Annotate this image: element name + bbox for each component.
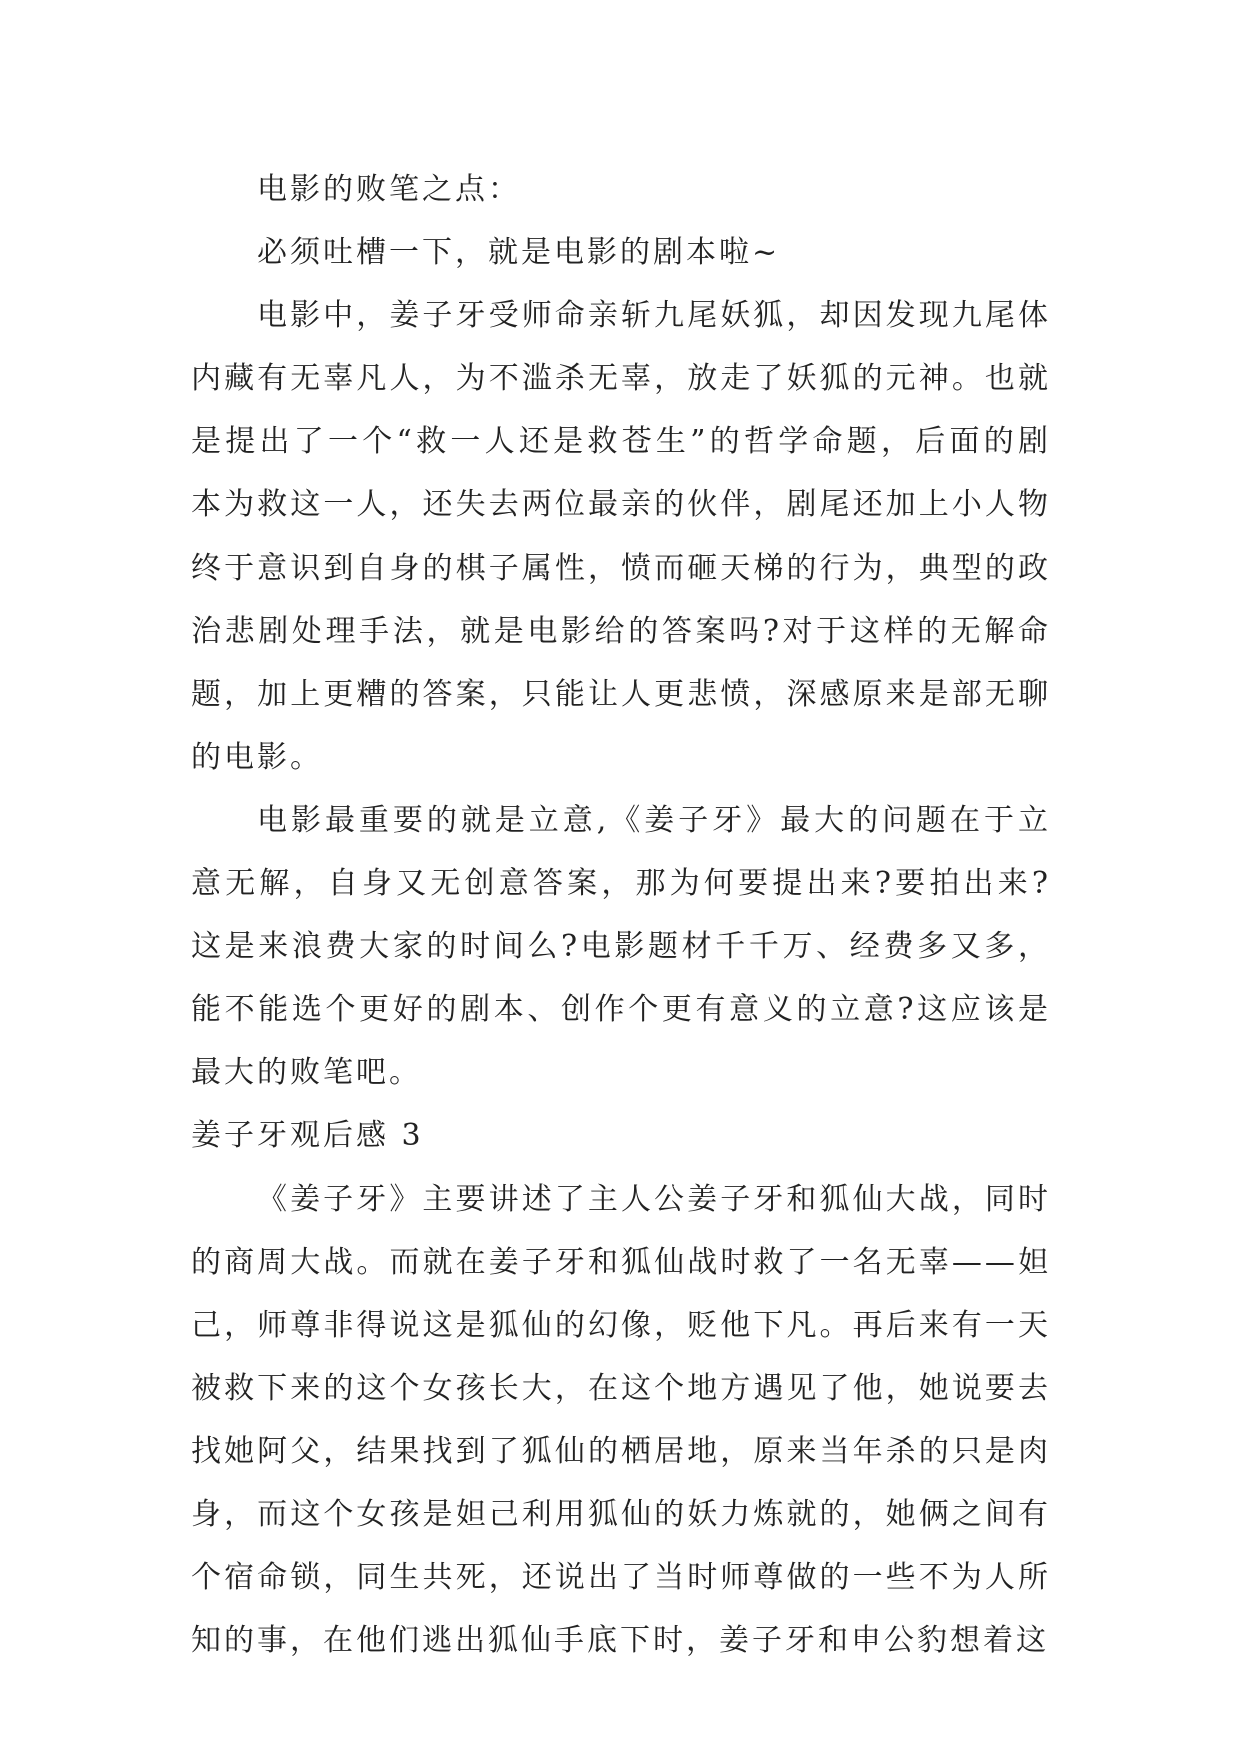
paragraph-plot-summary: 《姜子牙》主要讲述了主人公姜子牙和狐仙大战，同时的商周大战。而就在姜子牙和狐仙战时救了一名无辜——妲己，师尊非得说这是狐仙的幻像，贬他下凡。再后来有一天被救下来的这个女孩长大，在这个地方遇见了他，她说要去找她阿父，结果找到了狐仙的栖居地，原来当年杀的只是肉身，而这个女孩是妲己利用狐仙的妖力炼就的，她俩之间有个宿命锁，同生共死，还说出了当时师尊做的一些不为人所知的事，在他们逃出狐仙手底下时，姜子牙和申公豹想着这 [191, 1181, 1051, 1659]
paragraph-theme-critique: 电影最重要的就是立意,《姜子牙》最大的问题在于立意无解，自身又无创意答案，那为何要提出来?要拍出来?这是来浪费大家的时间么?电影题材千千万、经费多又多，能不能选个更好的剧本、创作个更有意义的立意?这应该是最大的败笔吧。 [191, 802, 1051, 1091]
paragraph-script-complaint: 必须吐槽一下，就是电影的剧本啦~ [257, 235, 781, 271]
paragraph-failure-heading: 电影的败笔之点： [257, 172, 521, 207]
paragraph-plot-critique: 电影中，姜子牙受师命亲斩九尾妖狐，却因发现九尾体内藏有无辜凡人，为不滥杀无辜，放走了妖狐的元神。也就是提出了一个“救一人还是救苍生”的哲学命题，后面的剧本为救这一人，还失去两位最亲的伙伴，剧尾还加上小人物终于意识到自身的棋子属性，愤而砸天梯的行为，典型的政治悲剧处理手法，就是电影给的答案吗?对于这样的无解命题，加上更糟的答案，只能让人更悲愤，深感原来是部无聊的电影。 [191, 298, 1051, 775]
section-heading: 姜子牙观后感 3 [191, 1118, 424, 1154]
document-body [191, 158, 1051, 1672]
